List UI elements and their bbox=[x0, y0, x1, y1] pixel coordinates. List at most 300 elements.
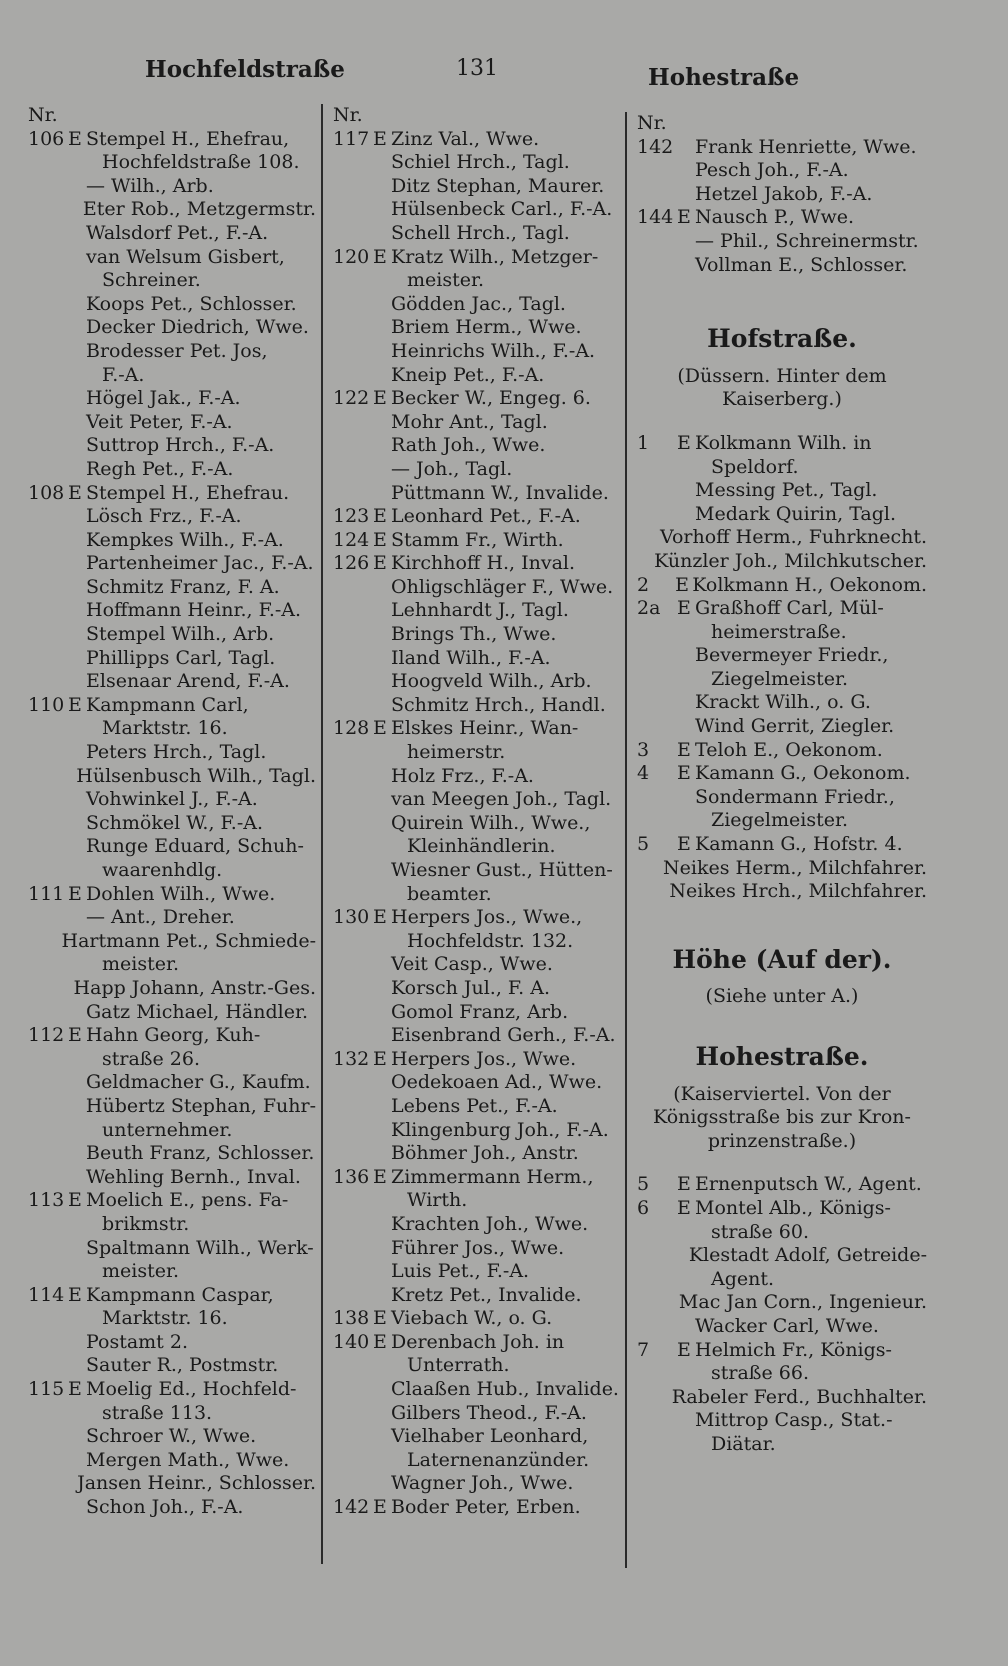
directory-entry bbox=[637, 1433, 927, 1457]
owner-marker bbox=[659, 880, 669, 904]
house-number: 110 bbox=[28, 693, 65, 716]
house-number bbox=[637, 880, 659, 904]
house-number: 132 bbox=[333, 1047, 370, 1070]
entry-text: Koops Pet., Schlosser. bbox=[86, 292, 297, 315]
directory-entry bbox=[637, 206, 927, 230]
house-number bbox=[28, 246, 68, 270]
entry-text: heimerstraße. bbox=[711, 620, 847, 643]
entry-text: Wehling Bernh., Inval. bbox=[86, 1165, 301, 1188]
directory-entry bbox=[333, 434, 625, 458]
house-number bbox=[333, 458, 373, 482]
column-rule-2 bbox=[625, 112, 627, 1568]
entry-text: brikmstr. bbox=[102, 1212, 190, 1235]
house-number bbox=[333, 1472, 373, 1496]
directory-entry bbox=[28, 340, 316, 364]
owner-marker: E bbox=[373, 1307, 387, 1330]
entry-text: Peters Hrch., Tagl. bbox=[86, 741, 267, 764]
house-number bbox=[333, 694, 373, 718]
right-street-title: Hohestraße bbox=[648, 64, 800, 91]
entry-text: Wiesner Gust., Hütten- bbox=[391, 859, 613, 881]
directory-entry bbox=[333, 529, 625, 553]
directory-entry bbox=[28, 1425, 316, 1449]
owner-marker bbox=[666, 1291, 679, 1315]
directory-entry bbox=[333, 293, 625, 317]
directory-entry bbox=[637, 1315, 927, 1339]
entry-text: Stempel H., Ehefrau, bbox=[86, 127, 290, 150]
house-number: 144 bbox=[637, 206, 674, 229]
owner-marker bbox=[373, 1472, 391, 1496]
directory-entry bbox=[28, 741, 316, 765]
column-3-entries-top bbox=[637, 136, 927, 278]
directory-entry bbox=[637, 159, 927, 183]
house-number: 124 bbox=[333, 528, 370, 551]
house-number bbox=[637, 526, 653, 550]
entry-text: Moelich E., pens. Fa- bbox=[86, 1189, 289, 1212]
house-number: 7 bbox=[637, 1338, 650, 1361]
owner-marker bbox=[373, 623, 391, 647]
house-number bbox=[637, 254, 677, 278]
owner-marker bbox=[68, 741, 86, 765]
house-number bbox=[333, 1425, 373, 1449]
house-number bbox=[28, 552, 68, 576]
owner-marker bbox=[373, 599, 391, 623]
directory-entry bbox=[28, 930, 316, 954]
entry-text: Kirchhoff H., Inval. bbox=[391, 552, 576, 575]
entry-text: Hülsenbeck Carl., F.-A. bbox=[391, 198, 613, 221]
entry-text: Püttmann W., Invalide. bbox=[391, 481, 609, 504]
entry-text: Schmitz Franz, F. A. bbox=[86, 575, 280, 598]
owner-marker bbox=[68, 670, 86, 694]
directory-entry bbox=[333, 411, 625, 435]
entry-text: Derenbach Joh. in bbox=[391, 1330, 565, 1353]
directory-entry bbox=[637, 621, 927, 645]
directory-entry bbox=[333, 1284, 625, 1308]
house-number bbox=[333, 859, 373, 883]
directory-entry bbox=[333, 458, 625, 482]
house-number: 111 bbox=[28, 882, 65, 905]
entry-text: Vohwinkel J., F.-A. bbox=[86, 788, 258, 811]
house-number: 2a bbox=[637, 597, 661, 620]
nr-label: Nr. bbox=[333, 104, 363, 126]
entry-text: van Meegen Joh., Tagl. bbox=[391, 788, 612, 811]
directory-entry bbox=[333, 788, 625, 812]
directory-entry bbox=[28, 1048, 316, 1072]
house-number bbox=[333, 1284, 373, 1308]
entry-text: Kolkmann H., Oekonom. bbox=[692, 573, 927, 596]
directory-entry bbox=[637, 857, 927, 881]
directory-entry bbox=[28, 647, 316, 671]
entry-text: meister. bbox=[102, 1260, 180, 1283]
owner-marker: E bbox=[68, 127, 82, 150]
house-number: 114 bbox=[28, 1283, 65, 1306]
entry-text: Mergen Math., Wwe. bbox=[86, 1448, 290, 1471]
directory-entry bbox=[28, 623, 316, 647]
entry-text: Kampmann Caspar, bbox=[86, 1283, 274, 1306]
house-number bbox=[28, 977, 59, 1001]
directory-entry bbox=[333, 812, 625, 836]
owner-marker bbox=[677, 183, 695, 207]
house-number bbox=[333, 647, 373, 671]
directory-entry bbox=[333, 883, 625, 907]
entry-text: Bevermeyer Friedr., bbox=[695, 644, 889, 667]
directory-entry bbox=[333, 717, 625, 741]
entry-text: Gomol Franz, Arb. bbox=[391, 1000, 569, 1023]
entry-text: Luis Pet., F.-A. bbox=[391, 1260, 530, 1283]
owner-marker bbox=[62, 1472, 77, 1496]
entry-text: Phillipps Carl, Tagl. bbox=[86, 646, 276, 669]
house-number: 122 bbox=[333, 387, 370, 410]
owner-marker bbox=[373, 1425, 391, 1449]
directory-entry bbox=[28, 1472, 316, 1496]
house-number bbox=[28, 1237, 68, 1261]
entry-text: Pesch Joh., F.-A. bbox=[695, 159, 849, 182]
entry-text: Iland Wilh., F.-A. bbox=[391, 646, 551, 669]
entry-text: Frank Henriette, Wwe. bbox=[695, 135, 917, 158]
directory-entry bbox=[28, 1378, 316, 1402]
house-number bbox=[333, 576, 373, 600]
entry-text: Böhmer Joh., Anstr. bbox=[391, 1142, 579, 1165]
owner-marker bbox=[59, 977, 73, 1001]
owner-marker bbox=[373, 1378, 391, 1402]
house-number bbox=[333, 977, 373, 1001]
house-number bbox=[28, 812, 68, 836]
owner-marker bbox=[373, 1095, 391, 1119]
owner-marker: E bbox=[68, 1378, 82, 1401]
entry-text: Sondermann Friedr., bbox=[695, 785, 895, 808]
entry-text: Hoffmann Heinr., F.-A. bbox=[86, 599, 302, 622]
owner-marker bbox=[373, 670, 391, 694]
directory-entry bbox=[333, 859, 625, 883]
owner-marker bbox=[68, 434, 86, 458]
directory-entry bbox=[637, 1339, 927, 1363]
owner-marker bbox=[68, 1001, 86, 1025]
column-1 bbox=[28, 104, 316, 1520]
owner-marker bbox=[68, 812, 86, 836]
directory-entry bbox=[637, 739, 927, 763]
house-number bbox=[637, 1409, 677, 1433]
entry-text: Lösch Frz., F.-A. bbox=[86, 505, 242, 528]
entry-text: Kleinhändlerin. bbox=[407, 835, 556, 858]
owner-marker bbox=[68, 411, 86, 435]
house-number: 117 bbox=[333, 127, 370, 150]
house-number bbox=[637, 503, 677, 527]
house-number bbox=[637, 1244, 673, 1268]
house-number bbox=[333, 1213, 373, 1237]
house-number: 1 bbox=[637, 431, 650, 454]
entry-text: Walsdorf Pet., F.-A. bbox=[86, 221, 269, 244]
house-number bbox=[28, 835, 68, 859]
house-number: 138 bbox=[333, 1307, 370, 1330]
owner-marker bbox=[373, 1071, 391, 1095]
entry-text: Holz Frz., F.-A. bbox=[391, 764, 534, 787]
owner-marker bbox=[677, 503, 695, 527]
directory-entry bbox=[333, 599, 625, 623]
directory-entry bbox=[28, 1402, 316, 1426]
directory-entry bbox=[333, 1331, 625, 1355]
directory-entry bbox=[637, 762, 927, 786]
entry-text: Vollman E., Schlosser. bbox=[695, 253, 908, 276]
entry-text: Agent. bbox=[711, 1267, 775, 1290]
owner-marker bbox=[677, 230, 695, 254]
directory-entry bbox=[333, 175, 625, 199]
owner-marker bbox=[68, 1071, 86, 1095]
house-number bbox=[28, 1142, 68, 1166]
entry-text: meister. bbox=[407, 269, 485, 292]
directory-entry bbox=[28, 1001, 316, 1025]
entry-text: Stamm Fr., Wirth. bbox=[391, 528, 564, 551]
entry-text: Schmitz Hrch., Handl. bbox=[391, 693, 606, 716]
entry-text: unternehmer. bbox=[102, 1118, 233, 1141]
directory-entry bbox=[333, 741, 625, 765]
directory-entry bbox=[637, 230, 927, 254]
entry-text: Elskes Heinr., Wan- bbox=[391, 717, 579, 740]
entry-text: Elsenaar Arend, F.-A. bbox=[86, 670, 290, 693]
owner-marker bbox=[373, 812, 391, 836]
owner-marker: E bbox=[677, 597, 691, 620]
directory-entry bbox=[637, 503, 927, 527]
house-number: 5 bbox=[637, 1173, 650, 1196]
owner-marker bbox=[673, 1244, 689, 1268]
directory-entry bbox=[28, 906, 316, 930]
house-number bbox=[28, 930, 51, 954]
section-desc-hohestrasse bbox=[637, 1083, 927, 1154]
directory-entry bbox=[333, 1449, 625, 1473]
entry-text: Geldmacher G., Kaufm. bbox=[86, 1071, 311, 1094]
entry-text: Krachten Joh., Wwe. bbox=[391, 1212, 589, 1235]
entry-text: Wind Gerrit, Ziegler. bbox=[695, 715, 895, 738]
house-number bbox=[637, 1291, 666, 1315]
owner-marker bbox=[373, 647, 391, 671]
entry-text: — Phil., Schreinermstr. bbox=[695, 229, 919, 252]
owner-marker: E bbox=[373, 906, 387, 929]
entry-text: Lebens Pet., F.-A. bbox=[391, 1094, 558, 1117]
house-number bbox=[28, 1496, 68, 1520]
entry-text: Decker Diedrich, Wwe. bbox=[86, 316, 309, 339]
owner-marker: E bbox=[677, 738, 691, 761]
directory-entry bbox=[333, 364, 625, 388]
entry-text: Schroer W., Wwe. bbox=[86, 1425, 257, 1448]
directory-entry bbox=[637, 550, 927, 574]
owner-marker bbox=[677, 254, 695, 278]
nr-label: Nr. bbox=[28, 104, 58, 126]
owner-marker bbox=[68, 1354, 86, 1378]
house-number bbox=[28, 1354, 68, 1378]
house-number bbox=[637, 479, 677, 503]
directory-entry bbox=[637, 1173, 927, 1197]
directory-entry bbox=[637, 254, 927, 278]
owner-marker bbox=[68, 222, 86, 246]
directory-entry bbox=[28, 411, 316, 435]
entry-text: Mac Jan Corn., Ingenieur. bbox=[678, 1291, 927, 1314]
entry-text: — Ant., Dreher. bbox=[86, 906, 235, 929]
owner-marker bbox=[677, 1409, 695, 1433]
directory-entry bbox=[637, 1409, 927, 1433]
entry-text: Lehnhardt J., Tagl. bbox=[391, 599, 569, 622]
owner-marker: E bbox=[373, 528, 387, 551]
entry-text: Stempel H., Ehefrau. bbox=[86, 481, 290, 504]
house-number bbox=[637, 786, 677, 810]
house-number bbox=[333, 175, 373, 199]
house-number bbox=[637, 691, 677, 715]
entry-text: waarenhdlg. bbox=[102, 859, 223, 881]
directory-entry bbox=[333, 977, 625, 1001]
owner-marker: E bbox=[675, 573, 689, 596]
directory-entry bbox=[637, 786, 927, 810]
directory-entry bbox=[28, 246, 316, 270]
directory-entry bbox=[333, 1024, 625, 1048]
directory-entry bbox=[333, 1425, 625, 1449]
owner-marker: E bbox=[677, 206, 691, 229]
desc-line: prinzenstraße.) bbox=[707, 1129, 857, 1152]
entry-text: Quirein Wilh., Wwe., bbox=[391, 811, 591, 834]
entry-text: Mohr Ant., Tagl. bbox=[391, 410, 548, 433]
directory-entry bbox=[28, 1189, 316, 1213]
owner-marker bbox=[373, 1001, 391, 1025]
owner-marker bbox=[68, 175, 86, 199]
entry-text: Ditz Stephan, Maurer. bbox=[391, 174, 605, 197]
entry-text: Gödden Jac., Tagl. bbox=[391, 292, 566, 315]
entry-text: Brings Th., Wwe. bbox=[391, 623, 557, 646]
directory-entry bbox=[637, 668, 927, 692]
owner-marker bbox=[373, 340, 391, 364]
entry-text: — Joh., Tagl. bbox=[391, 457, 513, 480]
directory-entry bbox=[333, 647, 625, 671]
directory-entry bbox=[28, 1260, 316, 1284]
entry-text: — Wilh., Arb. bbox=[86, 174, 214, 197]
house-number: 108 bbox=[28, 481, 65, 504]
directory-entry bbox=[637, 526, 927, 550]
owner-marker: E bbox=[677, 431, 691, 454]
house-number bbox=[28, 458, 68, 482]
house-number bbox=[28, 1331, 68, 1355]
owner-marker bbox=[61, 765, 76, 789]
directory-entry bbox=[28, 1166, 316, 1190]
directory-entry bbox=[28, 1449, 316, 1473]
directory-entry bbox=[333, 1260, 625, 1284]
owner-marker bbox=[68, 1425, 86, 1449]
directory-entry bbox=[333, 930, 625, 954]
owner-marker bbox=[373, 1237, 391, 1261]
entry-text: Vorhoff Herm., Fuhrknecht. bbox=[659, 526, 927, 549]
owner-marker: E bbox=[373, 717, 387, 740]
owner-marker: E bbox=[677, 1173, 691, 1196]
owner-marker bbox=[68, 788, 86, 812]
section-desc-hofstrasse bbox=[637, 365, 927, 412]
owner-marker bbox=[68, 1166, 86, 1190]
entry-text: Ernenputsch W., Agent. bbox=[695, 1173, 922, 1196]
owner-marker bbox=[68, 1496, 86, 1520]
house-number bbox=[333, 1001, 373, 1025]
owner-marker bbox=[677, 715, 695, 739]
house-number bbox=[28, 387, 68, 411]
owner-marker bbox=[68, 1142, 86, 1166]
directory-entry bbox=[28, 599, 316, 623]
owner-marker bbox=[373, 198, 391, 222]
house-number bbox=[28, 1449, 68, 1473]
entry-text: Ziegelmeister. bbox=[711, 667, 849, 690]
house-number bbox=[333, 670, 373, 694]
owner-marker: E bbox=[373, 127, 387, 150]
directory-entry bbox=[333, 835, 625, 859]
owner-marker bbox=[373, 1119, 391, 1143]
house-number bbox=[28, 175, 68, 199]
directory-entry bbox=[333, 269, 625, 293]
entry-text: Runge Eduard, Schuh- bbox=[86, 835, 304, 858]
entry-text: Diätar. bbox=[711, 1432, 776, 1455]
house-number bbox=[333, 222, 373, 246]
directory-entry bbox=[333, 246, 625, 270]
owner-marker: E bbox=[68, 882, 82, 905]
owner-marker bbox=[373, 293, 391, 317]
house-number bbox=[28, 1001, 68, 1025]
desc-line: (Siehe unter A.) bbox=[705, 985, 859, 1008]
entry-text: Laternenanzünder. bbox=[407, 1448, 590, 1471]
column-3 bbox=[637, 112, 927, 1457]
directory-entry bbox=[28, 694, 316, 718]
directory-entry bbox=[637, 136, 927, 160]
house-number bbox=[28, 1095, 68, 1119]
entry-text: Suttrop Hrch., F.-A. bbox=[86, 434, 275, 457]
owner-marker bbox=[68, 599, 86, 623]
entry-text: Wacker Carl, Wwe. bbox=[695, 1314, 879, 1337]
house-number bbox=[333, 1142, 373, 1166]
entry-text: heimerstr. bbox=[407, 741, 506, 764]
entry-text: Zinz Val., Wwe. bbox=[391, 127, 540, 150]
entry-text: straße 60. bbox=[711, 1220, 809, 1243]
entry-text: Kamann G., Oekonom. bbox=[695, 762, 911, 785]
owner-marker bbox=[68, 906, 86, 930]
directory-entry bbox=[637, 456, 927, 480]
directory-entry bbox=[333, 1402, 625, 1426]
directory-entry bbox=[28, 1307, 316, 1331]
entry-text: Gilbers Theod., F.-A. bbox=[391, 1401, 587, 1424]
entry-text: Hartmann Pet., Schmiede- bbox=[61, 929, 316, 952]
directory-entry bbox=[333, 1189, 625, 1213]
directory-entry bbox=[637, 833, 927, 857]
house-number: 140 bbox=[333, 1330, 370, 1353]
directory-entry bbox=[28, 953, 316, 977]
owner-marker bbox=[373, 482, 391, 506]
entry-text: Högel Jak., F.-A. bbox=[86, 387, 241, 410]
directory-entry bbox=[28, 364, 316, 388]
house-number bbox=[333, 316, 373, 340]
house-number: 142 bbox=[637, 135, 674, 158]
house-number bbox=[28, 670, 68, 694]
house-number bbox=[637, 644, 677, 668]
entry-text: Moelig Ed., Hochfeld- bbox=[86, 1378, 297, 1401]
owner-marker bbox=[68, 835, 86, 859]
entry-text: Montel Alb., Königs- bbox=[695, 1196, 891, 1219]
directory-entry bbox=[637, 183, 927, 207]
entry-text: Hübertz Stephan, Fuhr- bbox=[85, 1094, 316, 1117]
directory-entry bbox=[28, 529, 316, 553]
owner-marker bbox=[373, 364, 391, 388]
entry-text: Rabeler Ferd., Buchhalter. bbox=[671, 1385, 927, 1408]
entry-text: Medark Quirin, Tagl. bbox=[695, 502, 896, 525]
directory-entry bbox=[333, 340, 625, 364]
owner-marker: E bbox=[373, 1165, 387, 1188]
entry-text: Jansen Heinr., Schlosser. bbox=[77, 1472, 316, 1495]
directory-entry bbox=[28, 387, 316, 411]
column-rule-1 bbox=[321, 104, 323, 1564]
entry-text: Beuth Franz, Schlosser. bbox=[86, 1142, 315, 1165]
desc-line: Kaiserberg.) bbox=[722, 388, 842, 411]
entry-text: Regh Pet., F.-A. bbox=[86, 457, 234, 480]
entry-text: Ziegelmeister. bbox=[711, 809, 849, 832]
entry-text: Gatz Michael, Händler. bbox=[86, 1000, 308, 1023]
directory-entry bbox=[333, 1119, 625, 1143]
entry-text: Hetzel Jakob, F.-A. bbox=[695, 182, 873, 205]
